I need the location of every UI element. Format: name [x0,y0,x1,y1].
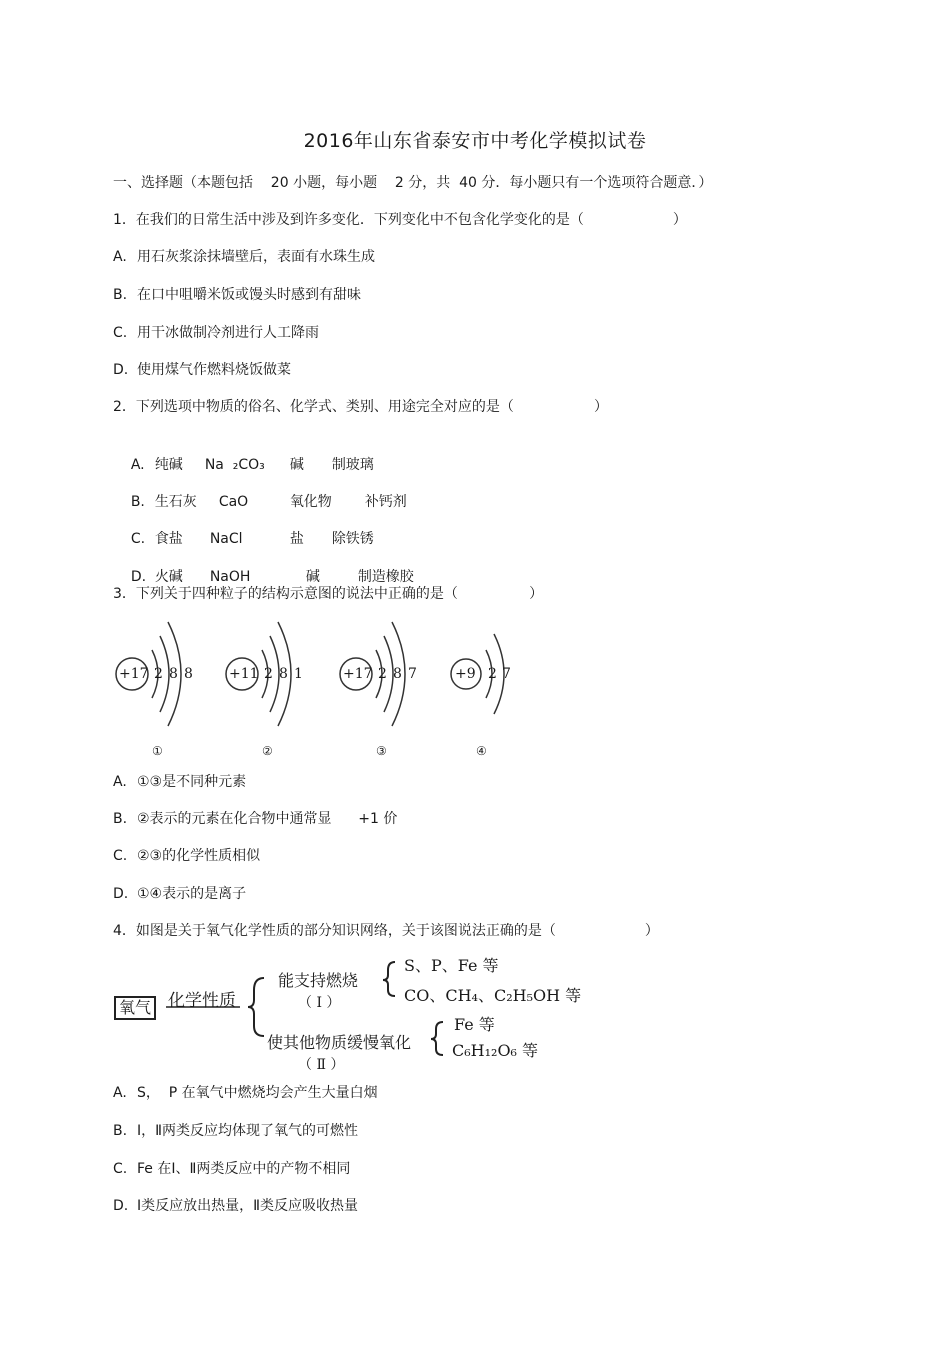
shell-electrons: 2 [378,666,387,682]
formula: Na ₂CO₃ [204,457,265,473]
nucleus-charge: +17 [343,666,373,682]
shell-electrons: 8 [169,666,178,682]
option-letter: D. [130,569,147,585]
formula: CaO [218,494,249,510]
option-letter: D. [113,362,129,378]
shell-electrons: 2 [154,666,163,682]
category: 碱 [289,457,304,473]
nucleus-charge: +9 [455,666,476,682]
category: 碱 [305,569,320,585]
option-letter: A. [130,457,145,473]
option-text: 使用煤气作燃料烧饭做菜 [137,362,291,378]
nucleus-charge: +11 [229,666,259,682]
option-text: ①④表示的是离子 [137,886,247,902]
chemical-property-label: 化学性质 [168,991,236,1011]
common-name: 火碱 [154,569,183,585]
option-letter: D. [113,886,129,902]
option-text: S， P 在氧气中燃烧均会产生大量白烟 [137,1085,378,1101]
question-4-option-d [113,1196,358,1216]
option-letter: B. [130,494,145,510]
oxygen-knowledge-network [112,950,582,1075]
atom-diagram-4 [446,618,546,764]
question-3-option-b [113,809,397,829]
question-4-option-b [113,1121,358,1141]
oxygen-box: 氧气 [114,996,156,1020]
question-1-option-b [113,285,361,305]
option-letter: C. [113,325,128,341]
option-letter: C. [113,848,128,864]
formula: NaOH [209,569,251,585]
option-letter: B. [113,287,128,303]
option-letter: C. [130,531,146,547]
formula: NaCl [209,531,243,547]
common-name: 生石灰 [154,494,197,510]
option-letter: B. [113,1123,128,1139]
question-1-option-d [113,360,291,380]
question-1-option-a [113,247,375,267]
option-letter: C. [113,1161,128,1177]
common-name: 纯碱 [154,457,183,473]
usage: 除铁锈 [331,531,374,547]
question-3-option-a [113,772,246,792]
branch2-tag: （ Ⅱ ） [298,1057,345,1073]
shell-electrons: 2 [264,666,273,682]
option-text: Ⅰ，Ⅱ两类反应均体现了氧气的可燃性 [137,1123,359,1139]
branch2-label: 使其他物质缓慢氧化 [267,1033,412,1052]
usage: 补钙剂 [364,494,407,510]
atom-structure-diagrams [112,618,532,764]
atom-diagram-3 [336,618,436,764]
usage: 制玻璃 [331,457,374,473]
question-2-stem: 2．下列选项中物质的俗名、化学式、类别、用途完全对应的是（ ） [113,399,609,415]
branch1-item: S、P、Fe 等 [404,956,499,975]
branch2-item: C₆H₁₂O₆ 等 [452,1041,539,1060]
option-letter: A. [113,1085,127,1101]
section-heading: 一、选择题（本题包括 20 小题，每小题 2 分，共 40 分．每小题只有一个选项符合题意．） [113,175,713,191]
question-4-option-a [113,1083,378,1103]
branch1-item: CO、CH₄、C₂H₅OH 等 [404,986,582,1005]
question-4-option-c [113,1159,350,1179]
option-text: 在口中咀嚼米饭或馒头时感到有甜味 [137,287,361,303]
question-4-stem: 4．如图是关于氧气化学性质的部分知识网络，关于该图说法正确的是（ ） [113,923,659,939]
shell-electrons: 8 [279,666,288,682]
branch1-tag: （ Ⅰ ） [298,995,341,1011]
shell-electrons: 7 [408,666,417,682]
option-text: 用石灰浆涂抹墙壁后，表面有水珠生成 [137,249,375,265]
usage: 制造橡胶 [357,569,414,585]
question-3-option-d [113,884,246,904]
category: 氧化物 [289,494,332,510]
question-1-stem: 1．在我们的日常生活中涉及到许多变化．下列变化中不包含化学变化的是（ ） [113,212,687,228]
option-text: 用干冰做制冷剂进行人工降雨 [137,325,319,341]
option-letter: D. [113,1198,129,1214]
branch1-label: 能支持燃烧 [278,971,359,990]
atom-diagram-1 [112,618,212,764]
diagram-label: ③ [376,744,387,758]
option-text: ①③是不同种元素 [137,774,247,790]
option-text: ②③的化学性质相似 [137,848,261,864]
shell-electrons: 1 [294,666,303,682]
question-3-option-c [113,846,260,866]
common-name: 食盐 [154,531,183,547]
diagram-label: ① [152,744,163,758]
shell-electrons: 7 [502,666,511,682]
nucleus-charge: +17 [119,666,149,682]
question-1-option-c [113,323,319,343]
shell-electrons: 2 [488,666,497,682]
option-text: Ⅰ类反应放出热量，Ⅱ类反应吸收热量 [137,1198,359,1214]
page-title: 2016年山东省泰安市中考化学模拟试卷 [303,130,647,152]
option-letter: B. [113,811,128,827]
shell-electrons: 8 [393,666,402,682]
category: 盐 [289,531,304,547]
option-letter: A. [113,249,127,265]
option-letter: A. [113,774,127,790]
option-text: Fe 在Ⅰ、Ⅱ两类反应中的产物不相同 [137,1161,351,1177]
question-3-stem: 3．下列关于四种粒子的结构示意图的说法中正确的是（ ） [113,586,544,602]
diagram-label: ② [262,744,273,758]
atom-diagram-2 [222,618,322,764]
diagram-label: ④ [476,744,487,758]
option-text: ②表示的元素在化合物中通常显 +1 价 [137,811,398,827]
branch2-item: Fe 等 [454,1015,495,1034]
shell-electrons: 8 [184,666,193,682]
